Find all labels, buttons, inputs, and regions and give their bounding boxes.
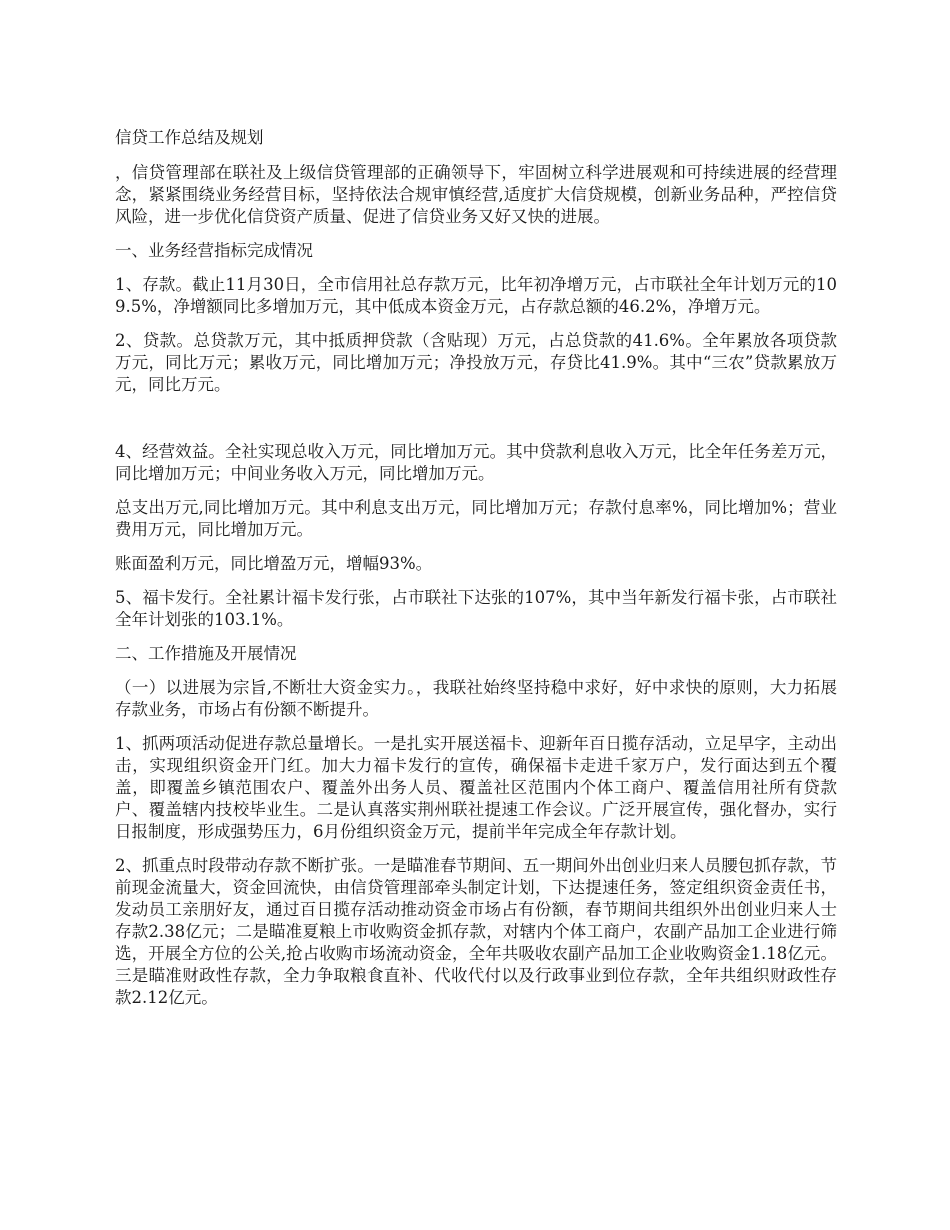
document-title: 信贷工作总结及规划 (115, 128, 264, 147)
section-heading-business-indicators: 一、业务经营指标完成情况 (115, 241, 313, 260)
paragraph-deposits: 1、存款。截止11月30日，全市信用社总存款万元，比年初净增万元，占市联社全年计划万元的109.5%，净增额同比多增加万元，其中低成本资金万元，占存款总额的46.2%，净增万元。 (115, 275, 837, 316)
section-heading-work-measures: 二、工作措施及开展情况 (115, 644, 297, 663)
paragraph-key-periods: 2、抓重点时段带动存款不断扩张。一是瞄准春节期间、五一期间外出创业归来人员腰包抓存款，节前现金流量大，资金回流快，由信贷管理部牵头制定计划，下达提速任务，签定组织资金责任书，发动员工亲朋好友，通过百日揽存活动推动资金市场占有份额，春节期间共组织外出创业归来人士存款2.38亿元；二是瞄准夏粮上市收购资金抓存款，对辖内个体工商户，农副产品加工企业进行筛选，开展全方位的公关,抢占收购市场流动资金，全年共吸收农副产品加工企业收购资金1.18亿元。三是瞄准财政性存款，全力争取粮食直补、代收代付以及行政事业到位存款，全年共组织财政性存款2.12亿元。 (115, 856, 837, 1007)
intro-paragraph: ，信贷管理部在联社及上级信贷管理部的正确领导下，牢固树立科学进展观和可持续进展的经营理念，紧紧围绕业务经营目标，坚持依法合规审慎经营,适度扩大信贷规模，创新业务品种，严控信贷风险，进一步优化信贷资产质量、促进了信贷业务又好又快的进展。 (115, 163, 837, 226)
paragraph-two-activities: 1、抓两项活动促进存款总量增长。一是扎实开展送福卡、迎新年百日揽存活动，立足早字，主动出击，实现组织资金开门红。加大力福卡发行的宣传，确保福卡走进千家万户，发行面达到五个覆盖，即覆盖乡镇范围农户、覆盖外出务人员、覆盖社区范围内个体工商户、覆盖信用社所有贷款户、覆盖辖内技校毕业生。二是认真落实荆州联社提速工作会议。广泛开展宣传，强化督办，实行日报制度，形成强势压力，6月份组织资金万元，提前半年完成全年存款计划。 (115, 734, 837, 841)
paragraph-loans: 2、贷款。总贷款万元，其中抵质押贷款（含贴现）万元，占总贷款的41.6%。全年累放各项贷款万元，同比万元；累收万元，同比增加万元；净投放万元，存贷比41.9%。其中“三农”贷款累放万元，同比万元。 (115, 331, 837, 394)
paragraph-capital-strength: （一）以进展为宗旨,不断壮大资金实力。，我联社始终坚持稳中求好，好中求快的原则，大力拓展存款业务，市场占有份额不断提升。 (115, 678, 837, 719)
paragraph-fuka-cards: 5、福卡发行。全社累计福卡发行张，占市联社下达张的107%，其中当年新发行福卡张，占市联社全年计划张的103.1%。 (115, 588, 837, 629)
paragraph-total-expenses: 总支出万元,同比增加万元。其中利息支出万元，同比增加万元；存款付息率%，同比增加%；营业费用万元，同比增加万元。 (115, 498, 837, 539)
blank-gap (115, 408, 837, 441)
paragraph-book-profit: 账面盈利万元，同比增盈万元，增幅93%。 (115, 554, 433, 573)
paragraph-operating-income: 4、经营效益。全社实现总收入万元，同比增加万元。其中贷款利息收入万元，比全年任务差万元，同比增加万元；中间业务收入万元，同比增加万元。 (115, 442, 837, 483)
